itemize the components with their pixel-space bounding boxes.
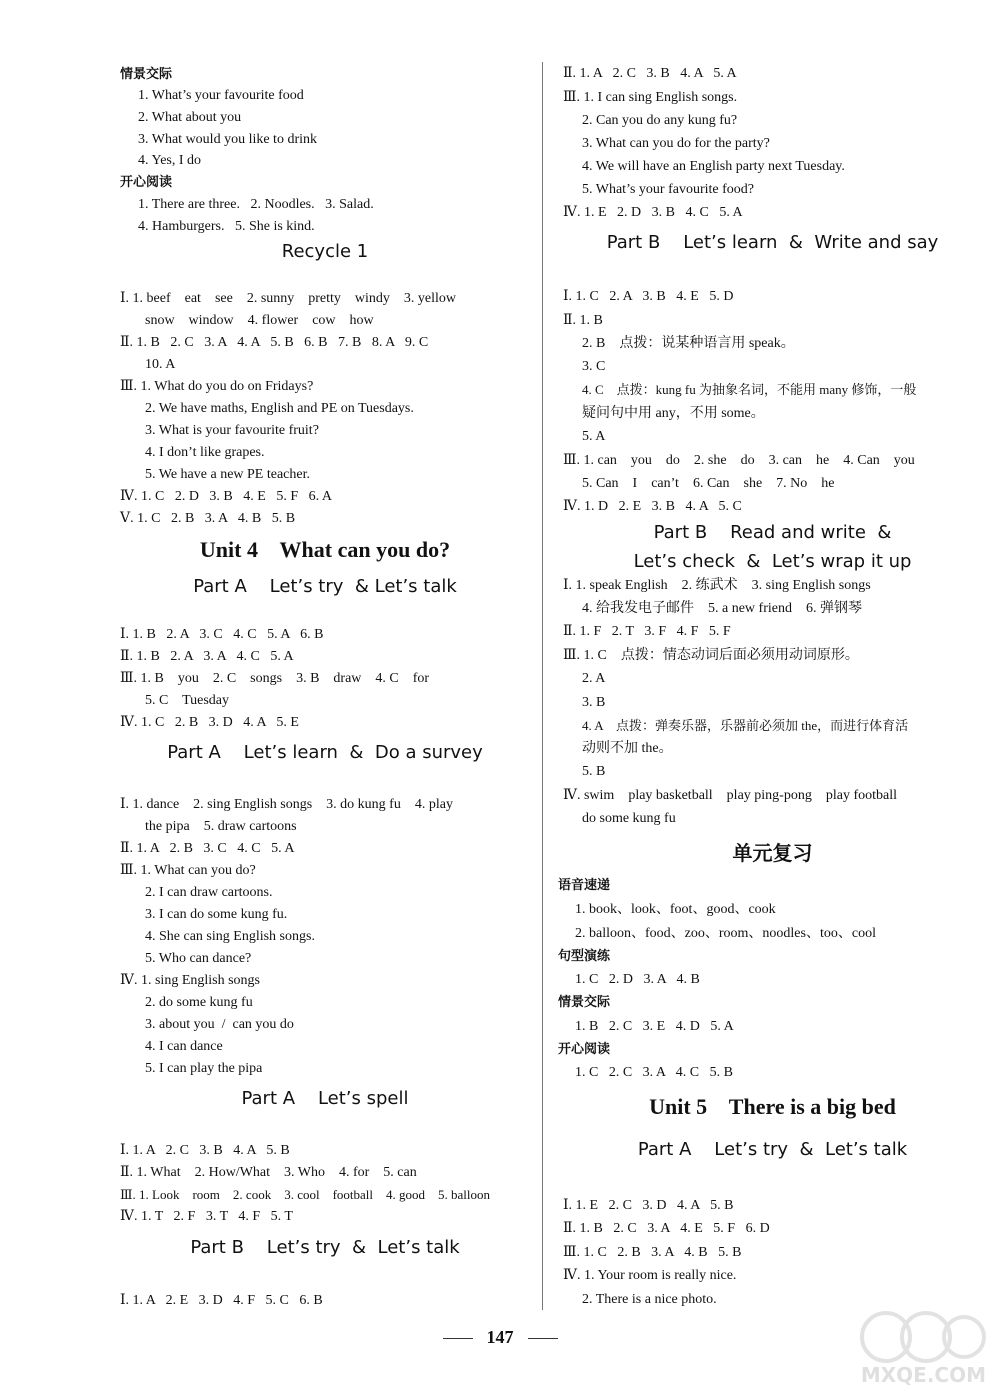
answer-line: 2. balloon、food、zoo、room、noodles、too、cool [575,926,876,941]
column-divider [542,62,543,1310]
answer-line: 1. C 2. C 3. A 4. C 5. B [575,1065,733,1080]
answer-line: 10. A [145,357,176,372]
answer-line: 2. We have maths, English and PE on Tuesdays. [145,401,414,416]
section-heading: Part B Read and write & [653,522,892,543]
answer-line: 5. What’s your favourite food? [582,182,754,197]
answer-line: 4. We will have an English party next Tuesday. [582,159,845,174]
answer-line: Ⅲ. 1. C 点拨：情态动词后面必须用动词原形。 [563,648,859,663]
answer-line: 4. Yes, I do [138,153,202,168]
answer-line: 3. B [582,695,606,710]
answer-line: 4. She can sing English songs. [145,929,315,944]
answer-line: Ⅰ. 1. dance 2. sing English songs 3. do kung fu 4. play [120,797,453,812]
watermark: MXQE.COM [856,1307,986,1387]
unit-title: Unit 4 What can you do? [199,537,451,562]
section-heading: Part A Let’s try & Let’s talk [637,1139,908,1160]
answer-line: Ⅲ. 1. I can sing English songs. [563,90,738,105]
answer-line: Ⅳ. 1. C 2. B 3. D 4. A 5. E [120,715,299,730]
section-heading: Part A Let’s try & Let’s talk [193,576,457,597]
answer-line: Ⅳ. swim play basketball play ping-pong play football [563,788,897,803]
answer-line: 动则不加 the。 [582,741,673,756]
answer-line: 疑问句中用 any，不用 some。 [582,406,765,421]
answer-line: 5. C Tuesday [145,693,230,708]
answer-line: Ⅱ. 1. A 2. C 3. B 4. A 5. A [563,66,737,81]
section-heading: Part B Let’s try & Let’s talk [190,1237,460,1258]
answer-line: 2. do some kung fu [145,995,253,1010]
answer-line: Ⅴ. 1. C 2. B 3. A 4. B 5. B [120,511,296,526]
answer-line: Ⅳ. 1. D 2. E 3. B 4. A 5. C [563,499,742,514]
answer-line: 5. We have a new PE teacher. [145,467,310,482]
answer-line: Ⅱ. 1. What 2. How/What 3. Who 4. for 5. can [120,1165,417,1180]
answer-line: 5. Can I can’t 6. Can she 7. No he [582,476,835,491]
answer-line: 2. B 点拨：说某种语言用 speak。 [582,336,795,351]
answer-line: 1. C 2. D 3. A 4. B [575,972,700,987]
answer-line: 5. I can play the pipa [145,1061,263,1076]
answer-line: 2. A [582,671,606,686]
answer-line: 4. C 点拨：kung fu 为抽象名词，不能用 many 修饰，一般 [582,382,917,397]
answer-line: Ⅳ. 1. Your room is really nice. [563,1268,737,1283]
answer-line: 2. There is a nice photo. [582,1292,717,1307]
answer-line: 1. B 2. C 3. E 4. D 5. A [575,1019,734,1034]
answer-line: Ⅰ. 1. B 2. A 3. C 4. C 5. A 6. B [120,627,324,642]
unit-title: Unit 5 There is a big bed [649,1094,896,1119]
answer-line: 4. A 点拨：弹奏乐器，乐器前必须加 the，而进行体育活 [582,718,909,733]
section-heading: Part A Let’s spell [241,1088,409,1109]
answer-line: 4. I can dance [145,1039,223,1054]
section-label: 句型演练 [558,949,611,964]
answer-line: Ⅱ. 1. F 2. T 3. F 4. F 5. F [563,624,731,639]
answer-line: 4. Hamburgers. 5. She is kind. [138,219,315,234]
answer-line: Ⅳ. 1. sing English songs [120,973,260,988]
answer-line: the pipa 5. draw cartoons [145,819,297,834]
answer-line: 5. Who can dance? [145,951,252,966]
answer-line: Ⅲ. 1. B you 2. C songs 3. B draw 4. C for [120,671,430,686]
answer-line: 2. Can you do any kung fu? [582,113,738,128]
answer-line: 1. There are three. 2. Noodles. 3. Salad. [138,197,374,212]
answer-line: Ⅱ. 1. A 2. B 3. C 4. C 5. A [120,841,295,856]
answer-line: 3. What can you do for the party? [582,136,770,151]
section-heading: Part A Let’s learn & Do a survey [167,742,483,763]
section-label: 开心阅读 [558,1042,611,1057]
answer-line: 4. 给我发电子邮件 5. a new friend 6. 弹钢琴 [582,601,862,616]
answer-line: 4. I don’t like grapes. [145,445,265,460]
answer-line: do some kung fu [582,811,676,826]
section-heading: Recycle 1 [281,241,369,262]
answer-line: 3. about you / can you do [145,1017,294,1032]
answer-line: Ⅳ. 1. T 2. F 3. T 4. F 5. T [120,1209,293,1224]
answer-line: Ⅰ. 1. speak English 2. 练武术 3. sing English songs [563,578,871,593]
section-label: 情景交际 [558,995,611,1010]
answer-line: Ⅲ. 1. Look room 2. cook 3. cool football 4. good 5. balloon [120,1187,490,1202]
page-number: 147 [0,1327,1000,1348]
answer-line: Ⅱ. 1. B 2. C 3. A 4. E 5. F 6. D [563,1221,770,1236]
answer-line: Ⅳ. 1. E 2. D 3. B 4. C 5. A [563,205,743,220]
answer-line: 1. What’s your favourite food [138,88,304,103]
answer-line: Ⅱ. 1. B 2. A 3. A 4. C 5. A [120,649,294,664]
section-label: 开心阅读 [120,175,173,190]
section-heading: Part B Let’s learn & Write and say [606,232,939,253]
answer-line: snow window 4. flower cow how [145,313,374,328]
answer-line: Ⅱ. 1. B 2. C 3. A 4. A 5. B 6. B 7. B 8. A 9. C [120,335,429,350]
answer-line: Ⅰ. 1. E 2. C 3. D 4. A 5. B [563,1198,734,1213]
review-title: 单元复习 [732,841,813,865]
section-label: 情景交际 [120,67,173,82]
answer-line: 2. I can draw cartoons. [145,885,273,900]
section-heading: Let’s check & Let’s wrap it up [633,551,912,572]
answer-line: Ⅲ. 1. C 2. B 3. A 4. B 5. B [563,1245,742,1260]
answer-line: Ⅲ. 1. can you do 2. she do 3. can he 4. Can you [563,453,915,468]
answer-line: Ⅰ. 1. A 2. C 3. B 4. A 5. B [120,1143,290,1158]
answer-line: Ⅱ. 1. B [563,313,603,328]
answer-line: 2. What about you [138,110,242,125]
answer-line: Ⅰ. 1. beef eat see 2. sunny pretty windy 3. yellow [120,291,457,306]
answer-line: 3. C [582,359,606,374]
answer-line: 3. I can do some kung fu. [145,907,288,922]
answer-line: Ⅲ. 1. What can you do? [120,863,256,878]
answer-line: Ⅲ. 1. What do you do on Fridays? [120,379,314,394]
answer-line: 5. A [582,429,606,444]
answer-line: Ⅰ. 1. A 2. E 3. D 4. F 5. C 6. B [120,1293,323,1308]
answer-line: 3. What would you like to drink [138,132,317,147]
answer-line: 1. book、look、foot、good、cook [575,902,776,917]
answer-line: Ⅰ. 1. C 2. A 3. B 4. E 5. D [563,289,734,304]
answer-line: 3. What is your favourite fruit? [145,423,319,438]
watermark-logo-icon [856,1307,986,1367]
answer-line: 5. B [582,764,606,779]
answer-line: Ⅳ. 1. C 2. D 3. B 4. E 5. F 6. A [120,489,332,504]
section-label: 语音速递 [558,878,611,893]
